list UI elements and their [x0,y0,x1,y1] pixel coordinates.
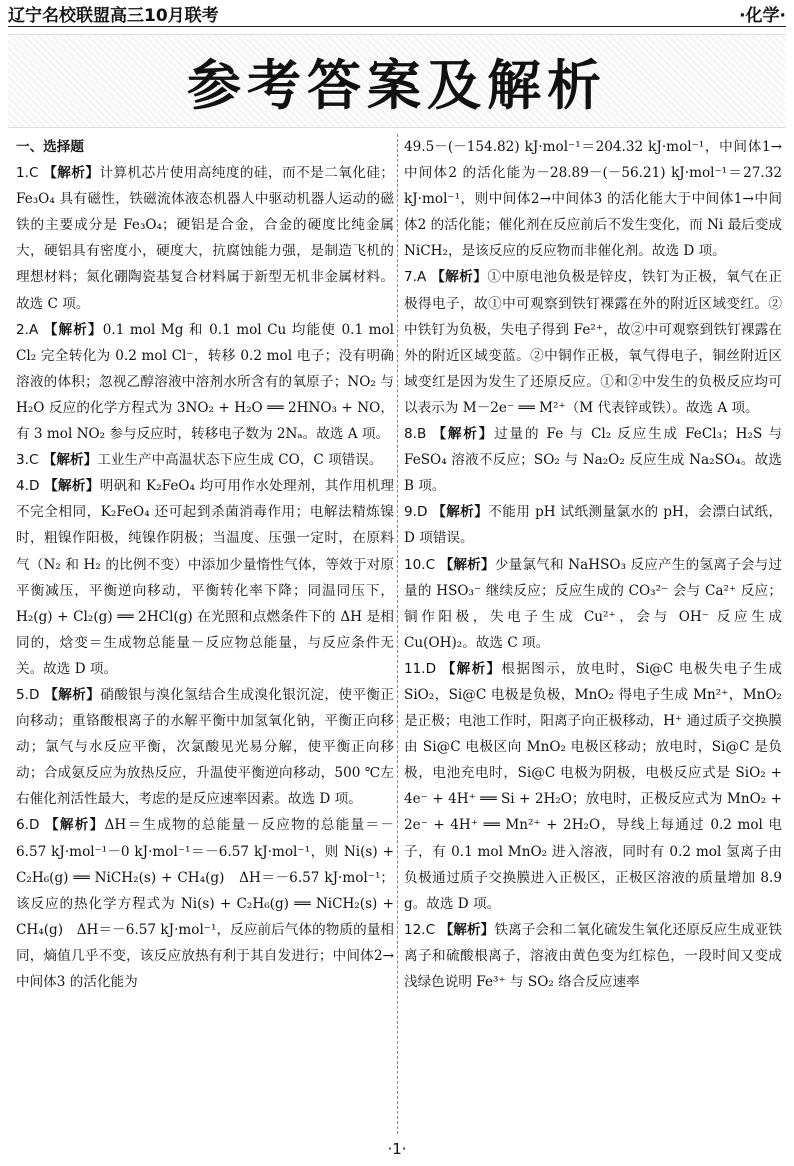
title-banner [8,34,786,128]
page-header [8,0,786,27]
answer-item-12 [404,917,782,995]
answer-number: 10.C [404,556,436,573]
analysis-tag: 【解析】 [45,817,105,834]
analysis-text: ①中原电池负极是锌皮，铁钉为正极，氧气在正极得电子，故①中可观察到铁钉裸露在外的附近区域变红。②中铁钉为负极，失电子得到 Fe²⁺，故②中可观察到铁钉裸露在外的附近区域变蓝。②中铜作正极，氧气得电子，铜丝附近区域变红是因为发生了还原反应。①和②中发生的负极反应均可以表示为 M－2e⁻ ══ M²⁺（M 代表锌或铁）。故选 A 项。 [404,269,783,416]
analysis-tag: 【解析】 [42,452,98,469]
analysis-tag: 【解析】 [439,921,495,938]
answer-number: 6.D [16,817,40,834]
answer-number: 8.B [404,426,427,443]
answer-number: 5.D [16,686,40,703]
analysis-tag: 【解析】 [44,686,101,703]
analysis-tag: 【解析】 [431,269,488,286]
column-divider [397,134,398,1134]
analysis-tag: 【解析】 [43,321,103,338]
answer-item-2 [16,317,394,447]
analysis-tag: 【解析】 [432,426,495,443]
answer-number: 2.A [16,321,39,338]
analysis-tag: 【解析】 [44,478,100,495]
answer-item-3 [16,447,394,473]
header-subject: ·化学· [739,5,786,26]
answer-number: 11.D [404,660,437,677]
section-title: 一、选择题 [16,139,84,155]
analysis-text: 计算机芯片使用高纯度的硅，而不是二氧化硅；Fe₃O₄ 具有磁性，铁磁流体液态机器人中驱动机器人运动的磁铁的主要成分是 Fe₃O₄；硬铝是合金，合金的硬度比纯金属大，硬铝具有密度小，硬度大，抗腐蚀能力强，是制造飞机的理想材料；氮化硼陶瓷基复合材料属于新型无机非金属材料。故选 C 项。 [16,165,395,312]
right-column [404,134,782,995]
analysis-text: 硝酸银与溴化氢结合生成溴化银沉淀，使平衡正向移动；重铬酸根离子的水解平衡中加氢氧化钠，平衡正向移动；氯气与水反应平衡，次氯酸见光易分解，使平衡正向移动；合成氨反应为放热反应，升温使平衡逆向移动，500 ℃左右催化剂活性最大，考虑的是反应速率因素。故选 D 项。 [16,686,395,808]
header-exam-name: 辽宁名校联盟高三10月联考 [8,5,219,26]
answer-item-4 [16,473,394,682]
left-column [16,134,394,995]
analysis-tag: 【解析】 [439,556,495,573]
analysis-tag: 【解析】 [432,504,489,521]
answer-number: 12.C [404,921,436,938]
answer-item-5 [16,682,394,812]
answer-item-11 [404,656,782,917]
analysis-text: 不能用 pH 试纸测量氯水的 pH，会漂白试纸，D 项错误。 [404,504,783,547]
page-number: ·1· [387,1140,407,1158]
analysis-tag: 【解析】 [43,165,100,182]
analysis-text: 根据图示，放电时，Si@C 电极失电子生成 SiO₂，Si@C 电极是负极，MnO₂ 得电子生成 Mn²⁺，MnO₂ 是正极；电池工作时，阳离子向正极移动，H⁺ 通过质子交换膜由 Si@C 电极区向 MnO₂ 电极区移动；放电时，Si@C 是负极，电池充电时，Si@C 电极为阴极，电极反应式是 SiO₂ + 4e⁻ + 4H⁺ ══ Si + 2H₂O；放电时，正极反应式为 MnO₂ + 2e⁻ + 4H⁺ ══ Mn²⁺ + 2H₂O，导线上每通过 0.2 mol 电子，有 0.1 mol MnO₂ 进入溶液，同时有 0.2 mol 氢离子由负极通过质子交换膜进入正极区，正极区溶液的质量增加 8.9 g。故选 D 项。 [404,660,783,912]
answer-item-1 [16,160,394,317]
analysis-tag: 【解析】 [441,660,502,677]
analysis-text: 少量氯气和 NaHSO₃ 反应产生的氢离子会与过量的 HSO₃⁻ 继续反应；反应生成的 CO₃²⁻ 会与 Ca²⁺ 反应；铜作阳极，失电子生成 Cu²⁺，会与 OH⁻ 反应生成 Cu(OH)₂。故选 C 项。 [404,556,782,651]
answer-number: 9.D [404,504,428,521]
answer-item-6 [16,812,394,995]
answer-number: 7.A [404,269,427,286]
answer-item-6-continued [404,134,782,264]
analysis-text: ΔH＝生成物的总能量－反应物的总能量＝－6.57 kJ·mol⁻¹－0 kJ·mol⁻¹＝－6.57 kJ·mol⁻¹，则 Ni(s) + C₂H₆(g) ══ NiCH₂(s) + CH₄(g) ΔH＝－6.57 kJ·mol⁻¹；该反应的热化学方程式为 Ni(s) + C₂H₆(g) ══ NiCH₂(s) + CH₄(g) ΔH＝－6.57 kJ·mol⁻¹，反应前后气体的物质的量相同，熵值几乎不变，该反应放热有利于其自发进行；中间体2→中间体3 的活化能为 [16,817,395,990]
answer-number: 4.D [16,478,40,495]
answer-item-8 [404,421,782,499]
page-title: 参考答案及解析 [187,53,607,117]
analysis-text: 过量的 Fe 与 Cl₂ 反应生成 FeCl₃；H₂S 与 FeSO₄ 溶液不反应；SO₂ 与 Na₂O₂ 反应生成 Na₂SO₄。故选 B 项。 [404,426,783,495]
answer-item-7 [404,264,782,421]
analysis-text: 明矾和 K₂FeO₄ 均可用作水处理剂，其作用机理不完全相同，K₂FeO₄ 还可起到杀菌消毒作用；电解法精炼镍时，粗镍作阳极，纯镍作阴极；当温度、压强一定时，在原料气（N₂ 和 H₂ 的比例不变）中添加少量惰性气体，等效于对原平衡减压，平衡逆向移动，平衡转化率下降；同温同压下，H₂(g) + Cl₂(g) ══ 2HCl(g) 在光照和点燃条件下的 ΔH 是相同的，焓变＝生成物总能量－反应物总能量，与反应条件无关。故选 D 项。 [16,478,394,677]
answer-number: 1.C [16,165,39,182]
answer-item-9 [404,499,782,551]
analysis-text: 49.5－(－154.82) kJ·mol⁻¹＝204.32 kJ·mol⁻¹，中间体1→中间体2 的活化能为－28.89－(－56.21) kJ·mol⁻¹＝27.32 kJ·mol⁻¹，则中间体2→中间体3 的活化能大于中间体1→中间体2 的活化能；催化剂在反应前后不发生变化，而 Ni 最后变成 NiCH₂，是该反应的反应物而非催化剂。故选 D 项。 [404,139,782,260]
analysis-text: 工业生产中高温状态下应生成 CO，C 项错误。 [97,452,383,469]
answer-number: 3.C [16,452,39,469]
analysis-text: 铁离子会和二氧化硫发生氧化还原反应生成亚铁离子和硫酸根离子，溶液由黄色变为红棕色，一段时间又变成浅绿色说明 Fe³⁺ 与 SO₂ 络合反应速率 [404,921,783,990]
analysis-text: 0.1 mol Mg 和 0.1 mol Cu 均能使 0.1 mol Cl₂ 完全转化为 0.2 mol Cl⁻，转移 0.2 mol 电子；没有明确溶液的体积；忽视乙醇溶液中溶剂水所含有的氧原子；NO₂ 与 H₂O 反应的化学方程式为 3NO₂ + H₂O ══ 2HNO₃ + NO，有 3 mol NO₂ 参与反应时，转移电子数为 2Nₐ。故选 A 项。 [16,321,394,443]
answer-item-10 [404,552,782,656]
